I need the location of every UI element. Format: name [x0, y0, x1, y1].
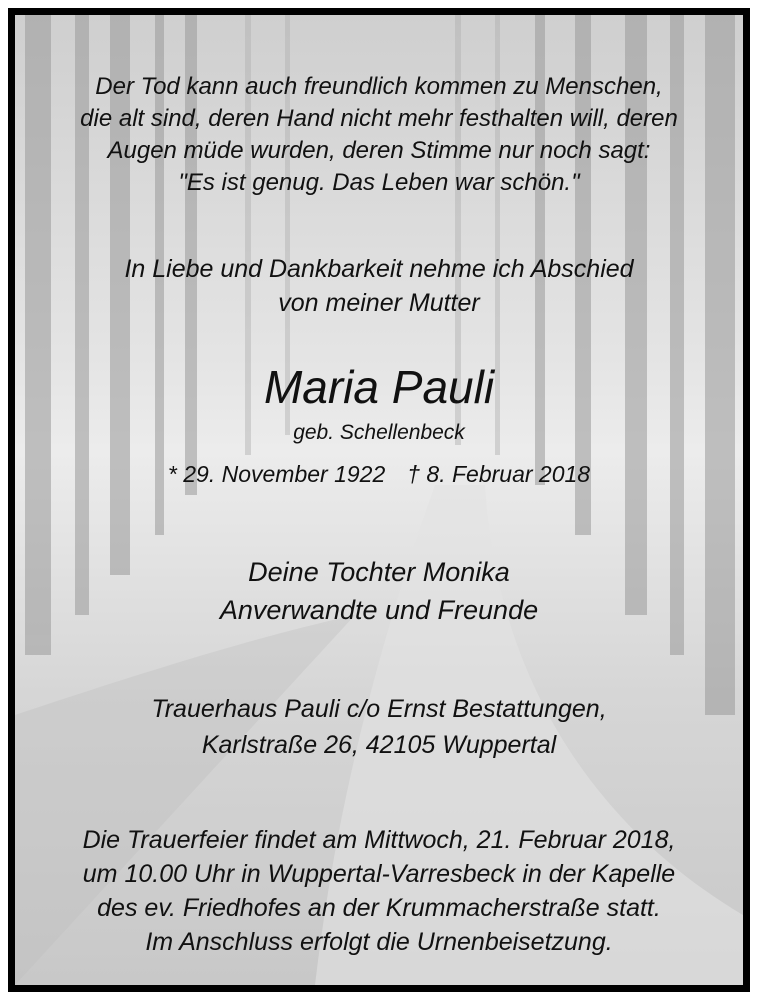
service-line: des ev. Friedhofes an der Krummacherstraße statt.	[97, 894, 661, 922]
farewell-line: In Liebe und Dankbarkeit nehme ich Abschied	[124, 255, 634, 283]
death-date: † 8. Februar 2018	[407, 461, 591, 487]
maiden-name: geb. Schellenbeck	[293, 421, 465, 444]
quote-line: Augen müde wurden, deren Stimme nur noch sagt:	[107, 137, 651, 164]
service-line: Die Trauerfeier findet am Mittwoch, 21. Februar 2018,	[82, 826, 676, 854]
address-line: Trauerhaus Pauli c/o Ernst Bestattungen,	[151, 695, 607, 723]
mourner-line: Anverwandte und Freunde	[219, 595, 539, 625]
quote-line: "Es ist genug. Das Leben war schön."	[178, 169, 580, 196]
mourning-address	[15, 691, 743, 763]
service-line: Im Anschluss erfolgt die Urnenbeisetzung.	[145, 928, 613, 956]
deceased-name: Maria Pauli	[263, 361, 495, 413]
mourner-line: Deine Tochter Monika	[248, 557, 510, 587]
farewell-line: von meiner Mutter	[278, 289, 480, 317]
birth-date: * 29. November 1922	[167, 461, 386, 487]
mourners	[15, 553, 743, 629]
life-dates	[15, 459, 743, 489]
obituary-card	[8, 8, 750, 992]
quote-line: Der Tod kann auch freundlich kommen zu Menschen,	[95, 73, 663, 100]
poem-quote	[15, 71, 743, 199]
funeral-service-info	[15, 823, 743, 959]
address-line: Karlstraße 26, 42105 Wuppertal	[201, 731, 557, 759]
quote-line: die alt sind, deren Hand nicht mehr festhalten will, deren	[80, 105, 678, 132]
service-line: um 10.00 Uhr in Wuppertal-Varresbeck in der Kapelle	[82, 860, 676, 888]
farewell-message	[15, 252, 743, 320]
